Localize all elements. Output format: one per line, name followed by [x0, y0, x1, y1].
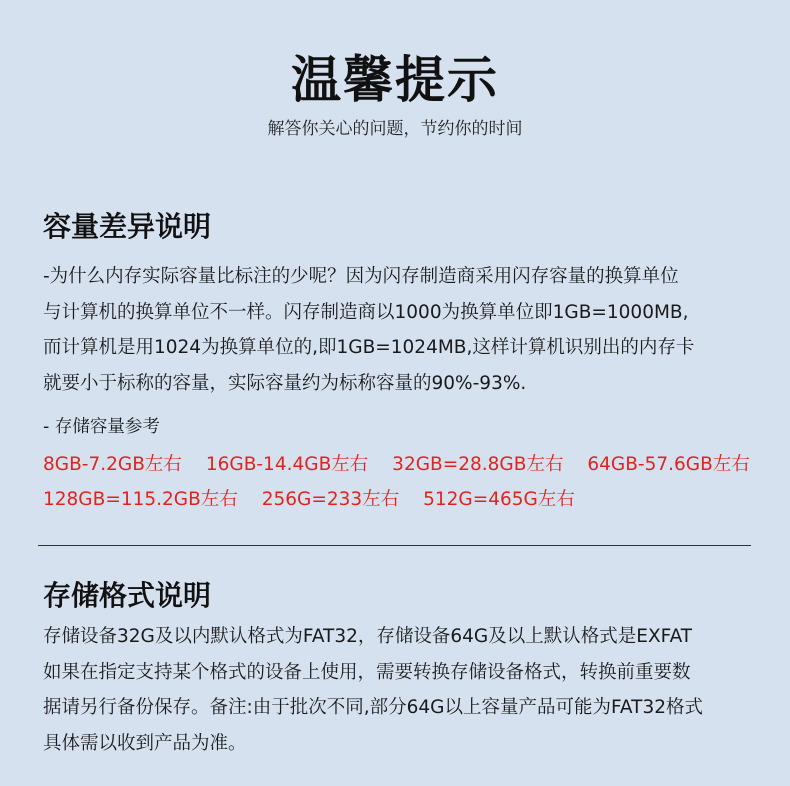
storage-reference-label: - 存储容量参考 [43, 417, 160, 437]
format-line: 如果在指定支持某个格式的设备上使用，需要转换存储设备格式，转换前重要数 [43, 661, 691, 683]
storage-reference-item: 512G=465G左右 [423, 489, 575, 510]
storage-reference-item: 256G=233左右 [261, 489, 400, 510]
format-line: 存储设备32G及以内默认格式为FAT32，存储设备64G及以上默认格式是EXFAT [43, 626, 693, 647]
storage-reference-item: 32GB=28.8GB左右 [392, 454, 564, 475]
capacity-line: 就要小于标称的容量，实际容量约为标称容量的90%-93%. [43, 372, 527, 394]
storage-reference-item: 64GB-57.6GB左右 [587, 454, 750, 475]
format-explanation [43, 619, 763, 761]
storage-reference-item: 128GB=115.2GB左右 [43, 489, 238, 510]
section-divider [38, 545, 751, 546]
format-section-title: 存储格式说明 [43, 579, 212, 612]
storage-reference-row [43, 485, 593, 511]
capacity-line: 而计算机是用1024为换算单位的,即1GB=1024MB,这样计算机识别出的内存卡 [43, 337, 695, 358]
format-line: 具体需以收到产品为准。 [43, 732, 247, 754]
page-title: 温馨提示 [291, 51, 499, 109]
storage-reference-item: 16GB-14.4GB左右 [205, 454, 369, 475]
capacity-section-title: 容量差异说明 [43, 210, 212, 243]
page-subtitle: 解答你关心的问题，节约你的时间 [267, 119, 523, 139]
capacity-line: 与计算机的换算单位不一样。闪存制造商以1000为换算单位即1GB=1000MB, [43, 301, 689, 323]
format-line: 据请另行备份保存。备注:由于批次不同,部分64G以上容量产品可能为FAT32格式 [43, 697, 703, 718]
storage-reference-row [43, 450, 768, 476]
capacity-explanation [43, 259, 763, 401]
storage-reference-item: 8GB-7.2GB左右 [43, 454, 182, 475]
capacity-line: -为什么内存实际容量比标注的少呢？因为闪存制造商采用闪存容量的换算单位 [43, 266, 679, 287]
